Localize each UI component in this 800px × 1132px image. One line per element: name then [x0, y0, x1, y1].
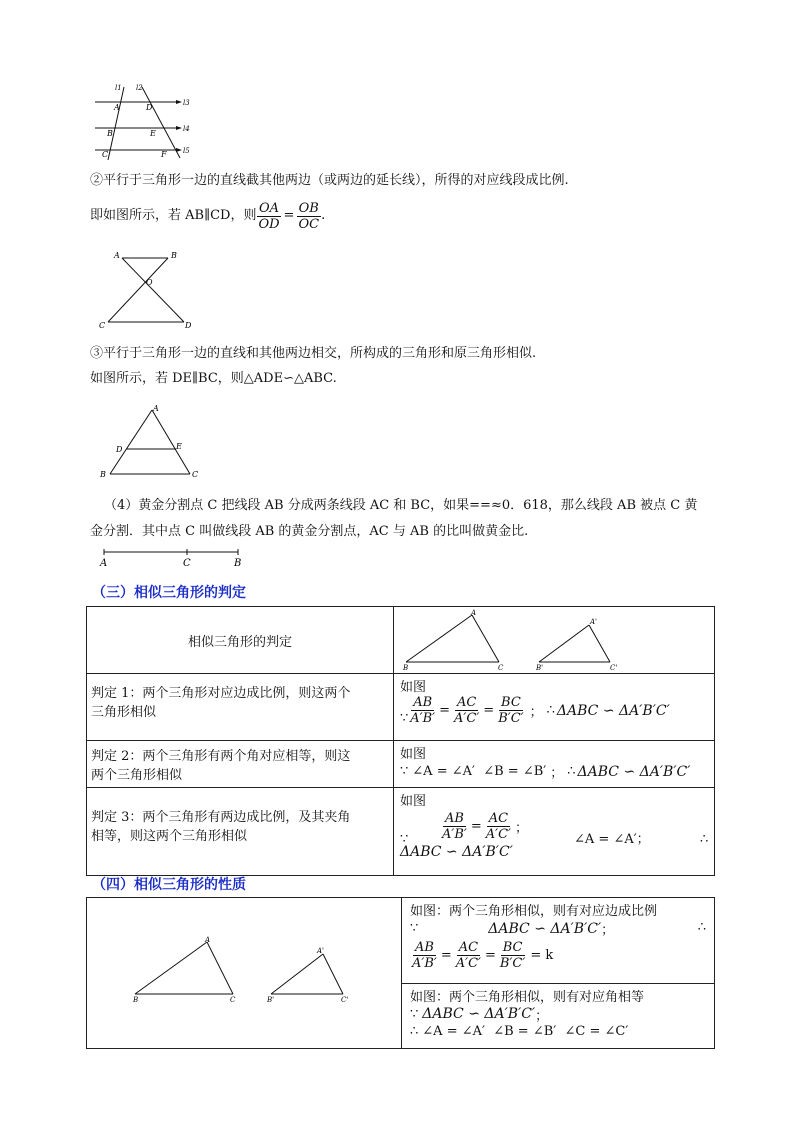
criteria-header-label-cell [87, 607, 394, 674]
rule1-ru-tu: 如图 [400, 680, 427, 695]
fraction-oa-od: $\frac{OA}{OD}$ [258, 200, 280, 232]
label-A-prime: A' [590, 618, 597, 626]
triangle-de-bc-figure [96, 402, 206, 480]
label-l1: l1 [115, 84, 122, 92]
rule2-content-cell [394, 741, 715, 788]
item4-line2: 金分割．其中点 C 叫做线段 AB 的黄金分割点，AC 与 AB 的比叫做黄金比. [90, 524, 529, 539]
rule3-label-line2: 相等，则这两个三角形相似 [91, 829, 248, 844]
prop1-text: 如图：两个三角形相似，则有对应边成比例 [410, 904, 658, 919]
parallel-lines-figure [90, 82, 200, 162]
label-C-prime: C' [341, 996, 349, 1004]
label-F: F [161, 150, 167, 159]
golden-section-figure [96, 546, 246, 570]
prop2-sim: ∵ ΔABC ∽ ΔA′B′C′ ； [410, 1006, 549, 1024]
label-E: E [176, 442, 182, 451]
label-C: C [99, 321, 106, 330]
label-l3: l3 [183, 99, 190, 107]
item2-prefix: 即如图所示，若 AB∥CD，则 [90, 208, 257, 223]
rule3-label-cell [87, 788, 394, 876]
rule1-content-cell [394, 674, 715, 741]
rule2-label-cell [87, 741, 394, 788]
label-B: B [100, 470, 106, 479]
label-B: B [234, 558, 242, 569]
fraction-ob-oc: $\frac{OB}{OC}$ [298, 200, 320, 232]
similar-triangles-figure [394, 607, 714, 673]
rule2-ru-tu: 如图 [400, 747, 427, 762]
rule3-ru-tu: 如图 [400, 794, 427, 809]
prop1-sim: ∵ ΔABC ∽ ΔA′B′C′ ； [410, 920, 615, 938]
label-A: A [100, 558, 108, 569]
prop1-cell [402, 898, 715, 984]
label-B: B [171, 251, 177, 260]
rule1-formula: ∵ $\frac{AB}{A'B'}$ = $\frac{AC}{A'C'}$ = $\frac{BC}{B'C'}$ ； ∴ ΔABC ∽ ΔA′B′C′ [400, 695, 670, 726]
rule1-label-line2: 三角形相似 [91, 705, 157, 720]
label-C: C [230, 996, 236, 1004]
properties-figure-cell [87, 898, 402, 1049]
properties-table [86, 897, 715, 1049]
rule1-label-line1: 判定 1：两个三角形对应边成比例，则这两个 [91, 686, 351, 701]
rule3-conclusion: ΔABC ∽ ΔA′B′C′ [400, 844, 513, 860]
label-B-prime: B' [536, 664, 544, 672]
label-C: C [192, 470, 199, 479]
label-C: C [183, 558, 191, 569]
item3-example: 如图所示，若 DE∥BC，则△ADE∽△ABC. [90, 371, 337, 386]
similar-triangles-figure-2 [87, 898, 401, 1048]
label-D: D [146, 103, 153, 112]
criteria-header-label: 相似三角形的判定 [187, 634, 292, 650]
label-A: A [471, 609, 477, 617]
item2-example: 即如图所示，若 AB∥CD，则 $\frac{OA}{OD}$ = $\frac{OB}{OC}$ . [90, 200, 326, 232]
section4-title: （四）相似三角形的性质 [92, 877, 246, 893]
label-A: A [153, 404, 159, 413]
criteria-table [86, 606, 715, 876]
label-D: D [185, 321, 192, 330]
item4-line1: （4）黄金分割点 C 把线段 AB 分成两条线段 AC 和 BC，如果==≈0．618，那么线段 AB 被点 C 黄 [104, 498, 698, 513]
rule2-formula: ∵ ∠A = ∠A′ ∠B = ∠B′ ； ∴ ΔABC ∽ ΔA′B′C′ [400, 763, 691, 781]
item3-text: ③平行于三角形一边的直线和其他两边相交，所构成的三角形和原三角形相似. [90, 346, 537, 361]
label-C-prime: C' [610, 664, 618, 672]
label-C: C [498, 664, 504, 672]
label-C: C [102, 150, 109, 159]
label-l5: l5 [183, 147, 190, 155]
section3-title: （三）相似三角形的判定 [92, 585, 246, 601]
label-B: B [133, 996, 139, 1004]
label-A: A [205, 936, 211, 944]
label-B: B [107, 129, 113, 138]
label-O: O [146, 278, 153, 287]
rule2-label-line1: 判定 2：两个三角形有两个角对应相等，则这 [91, 749, 351, 764]
rule3-because: ∵ [400, 832, 409, 847]
prop1-ratio: $\frac{AB}{A'B'}$ = $\frac{AC}{A'C'}$ = $\frac{BC}{B'C'}$ = k [412, 940, 554, 971]
label-B: B [403, 664, 409, 672]
prop2-text: 如图：两个三角形相似，则有对应角相等 [410, 989, 645, 1005]
label-B-prime: B' [267, 996, 275, 1004]
hourglass-figure [96, 250, 196, 332]
item2-text: ②平行于三角形一边的直线截其他两边（或两边的延长线），所得的对应线段成比例. [90, 173, 569, 188]
rule3-label-line1: 判定 3：两个三角形有两边成比例，及其夹角 [91, 810, 351, 825]
rule3-content-cell [394, 788, 715, 876]
rule3-fractions: $\frac{AB}{A'B'}$ = $\frac{AC}{A'C'}$ ； [442, 811, 529, 842]
label-l2: l2 [136, 84, 143, 92]
label-E: E [150, 129, 156, 138]
criteria-header-figure-cell [394, 607, 715, 674]
rule3-therefore: ∴ [700, 832, 709, 847]
rule2-label-line2: 两个三角形相似 [91, 768, 183, 783]
prop2-cell [402, 983, 715, 1048]
label-A-prime: A' [317, 947, 324, 955]
label-A: A [114, 103, 120, 112]
prop1-therefore: ∴ [697, 920, 706, 935]
rule3-angle: ∠A = ∠A′； [574, 832, 650, 847]
label-D: D [116, 445, 123, 454]
label-l4: l4 [183, 125, 190, 133]
label-A: A [114, 251, 120, 260]
prop2-angles: ∴ ∠A = ∠A′ ∠B = ∠B′ ∠C = ∠C′ [410, 1023, 629, 1039]
rule1-label-cell [87, 674, 394, 741]
